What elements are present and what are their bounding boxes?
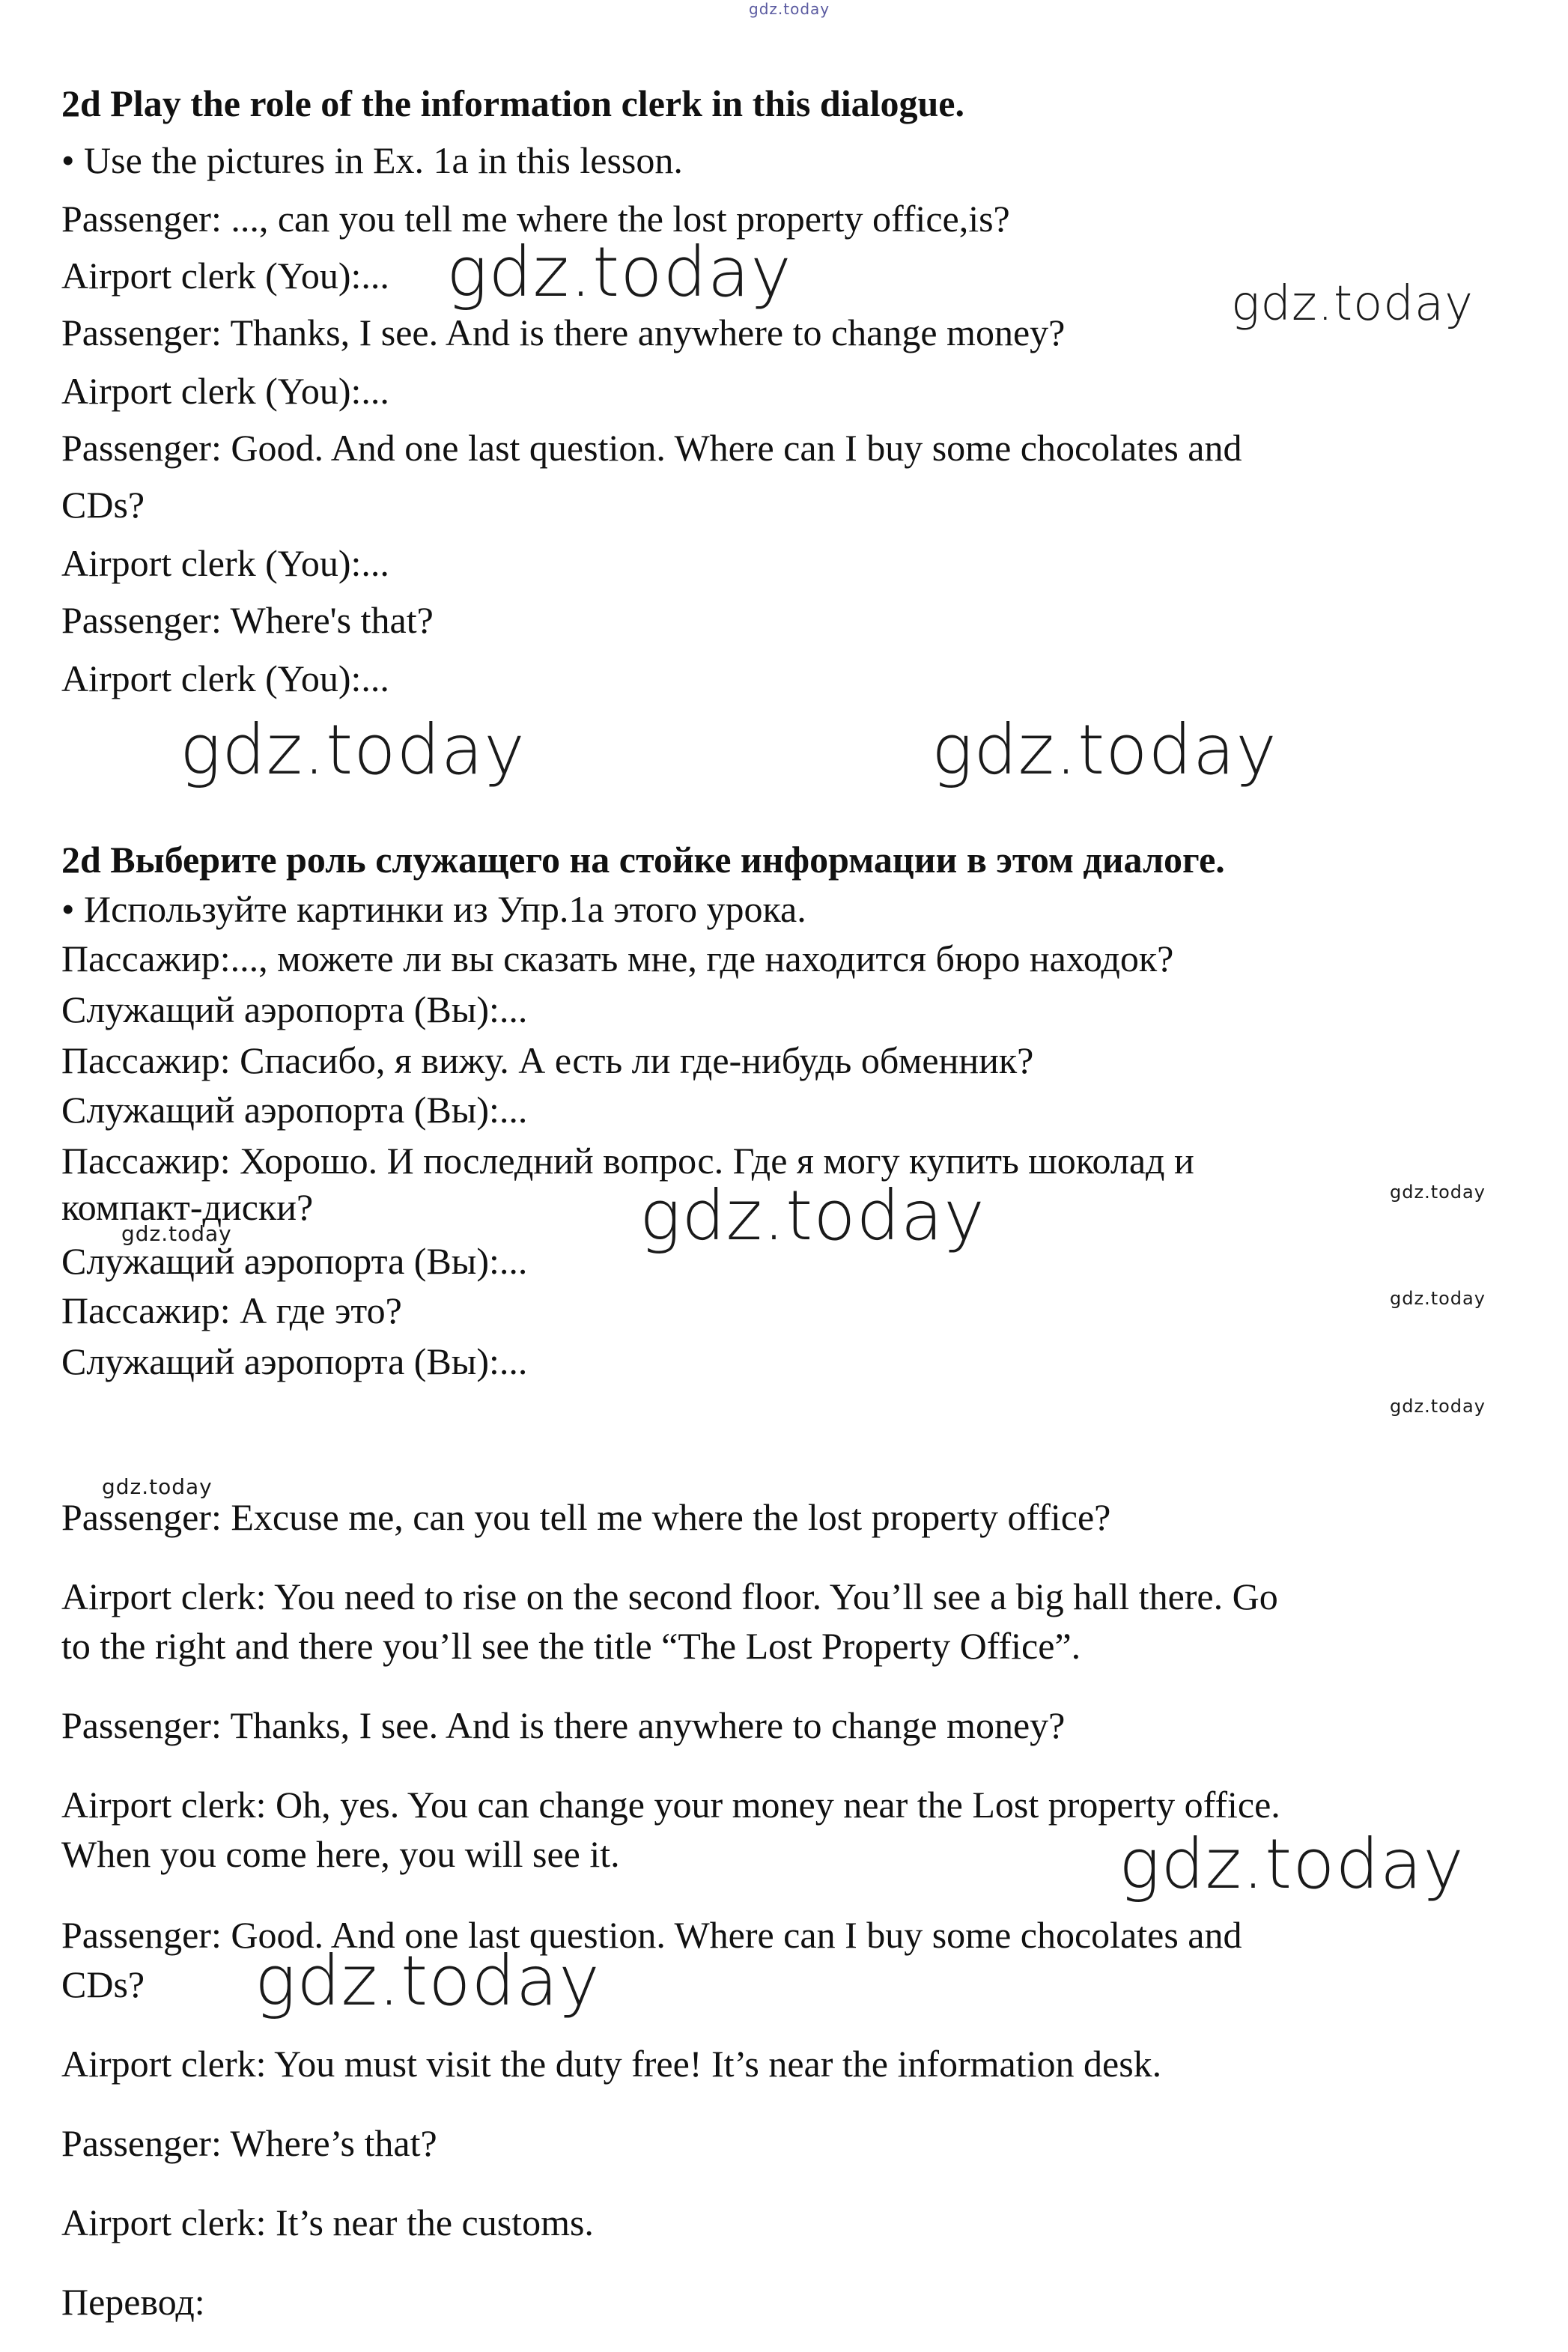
dialogue-line: Airport clerk (You):... — [61, 255, 389, 297]
answer-line: Passenger: Excuse me, can you tell me where the lost property office? — [61, 1496, 1111, 1538]
answer-line: Airport clerk: Oh, yes. You can change your money near the Lost property office. — [61, 1784, 1280, 1826]
dialogue-line: Пассажир: А где это? — [61, 1289, 402, 1331]
dialogue-line: Пассажир:..., можете ли вы сказать мне, где находится бюро находок? — [61, 938, 1174, 979]
answer-line: Airport clerk: It’s near the customs. — [61, 2201, 594, 2243]
dialogue-line: Passenger: ..., can you tell me where the lost property office,is? — [61, 198, 1010, 240]
dialogue-line: Passenger: Where's that? — [61, 599, 434, 641]
watermark: gdz.today — [180, 710, 526, 790]
answer-line: CDs? — [61, 1963, 145, 2005]
watermark: gdz.today — [932, 710, 1277, 790]
answer-line: Passenger: Where’s that? — [61, 2122, 437, 2164]
dialogue-line: Airport clerk (You):... — [61, 657, 389, 699]
english-task-instruction: • Use the pictures in Ex. 1a in this lesson. — [61, 139, 683, 181]
answer-line: Airport clerk: You must visit the duty free! It’s near the information desk. — [61, 2043, 1162, 2085]
dialogue-line: Airport clerk (You):... — [61, 542, 389, 584]
watermark: gdz.today — [639, 1176, 985, 1256]
watermark: gdz.today — [1119, 1824, 1465, 1904]
watermark: gdz.today — [1390, 1182, 1486, 1203]
dialogue-line: Passenger: Thanks, I see. And is there anywhere to change money? — [61, 312, 1066, 353]
answer-line: Passenger: Good. And one last question. Where can I buy some chocolates and — [61, 1914, 1242, 1956]
answer-line: Passenger: Thanks, I see. And is there anywhere to change money? — [61, 1704, 1066, 1746]
answer-line: Airport clerk: You need to rise on the second floor. You’ll see a big hall there. Go — [61, 1575, 1278, 1617]
russian-task-title: 2d Выберите роль служащего на стойке информации в этом диалоге. — [61, 839, 1225, 881]
dialogue-line: Passenger: Good. And one last question. Where can I buy some chocolates and — [61, 427, 1242, 469]
watermark: gdz.today — [446, 232, 792, 312]
answer-line: When you come here, you will see it. — [61, 1833, 620, 1875]
answer-line: to the right and there you’ll see the title “The Lost Property Office”. — [61, 1625, 1081, 1667]
dialogue-line: Служащий аэропорта (Вы):... — [61, 988, 528, 1030]
english-task-title: 2d Play the role of the information clerk in this dialogue. — [61, 82, 964, 124]
dialogue-line: Пассажир: Хорошо. И последний вопрос. Где я могу купить шоколад и — [61, 1140, 1194, 1182]
russian-task-instruction: • Используйте картинки из Упр.1a этого урока. — [61, 888, 806, 930]
dialogue-line: CDs? — [61, 484, 145, 526]
dialogue-line: компакт-диски? — [61, 1186, 314, 1228]
watermark: gdz.today — [102, 1474, 213, 1499]
dialogue-line: Airport clerk (You):... — [61, 370, 389, 412]
dialogue-line: Пассажир: Спасибо, я вижу. А есть ли где-нибудь обменник? — [61, 1039, 1034, 1081]
watermark: gdz.today — [1231, 276, 1474, 332]
watermark: gdz.today — [1390, 1288, 1486, 1309]
watermark: gdz.today — [255, 1941, 601, 2021]
dialogue-line: Служащий аэропорта (Вы):... — [61, 1240, 528, 1282]
watermark: gdz.today — [121, 1221, 232, 1246]
watermark: gdz.today — [1390, 1396, 1486, 1417]
dialogue-line: Служащий аэропорта (Вы):... — [61, 1089, 528, 1131]
watermark-top: gdz.today — [749, 0, 830, 18]
dialogue-line: Служащий аэропорта (Вы):... — [61, 1340, 528, 1382]
translation-label: Перевод: — [61, 2281, 205, 2323]
